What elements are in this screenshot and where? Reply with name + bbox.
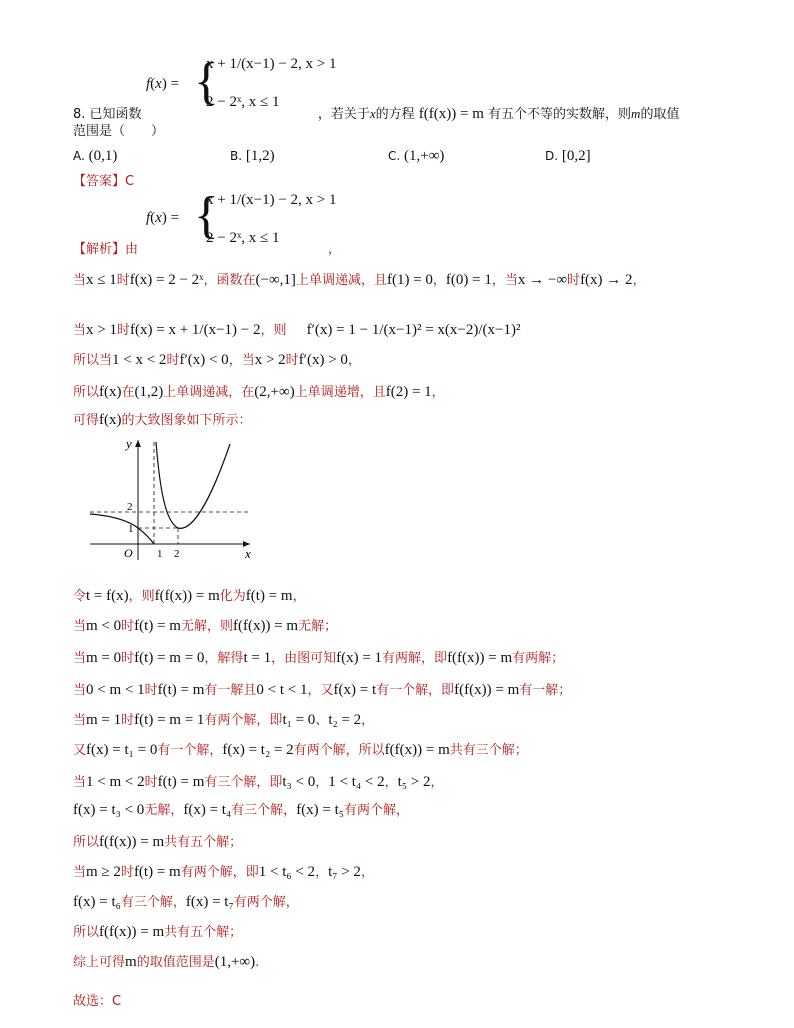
text-segment: 无解； — [298, 619, 338, 634]
math-expr: f(t) = m = 1 — [134, 712, 205, 728]
text-segment: 当 — [73, 683, 87, 698]
text-segment: 有三个解， — [231, 803, 297, 818]
q-fx-lhs: f(x) = — [146, 76, 180, 92]
text-segment: 时 — [144, 775, 158, 790]
text-segment: 当 — [73, 713, 87, 728]
tick-y2: 2 — [127, 501, 133, 513]
text-segment: 时 — [121, 713, 135, 728]
option-d[interactable]: D. [0,2] — [545, 148, 591, 164]
text-segment: ，则 — [128, 589, 155, 604]
math-expr: f(x) = t₇ — [185, 894, 234, 910]
math-expr: f(t) = m = 0 — [134, 650, 205, 666]
text-segment: 的取值范围是 — [136, 955, 215, 970]
q-brace: { — [194, 53, 219, 110]
text-segment: 有两个解，即 — [204, 713, 283, 728]
text-segment: 有两个解，即 — [180, 865, 259, 880]
math-expr: f(x) = t₄ — [183, 802, 232, 818]
y-label: y — [126, 436, 132, 451]
answer: 【答案】C — [73, 174, 135, 189]
a-fx-lhs: f(x) = — [146, 210, 180, 226]
curve-left — [90, 514, 154, 544]
math-expr: m = 0 — [86, 650, 122, 666]
math-expr: f(t) = m — [157, 774, 205, 790]
text-segment: 当 — [73, 775, 87, 790]
text-segment: 时 — [120, 865, 134, 880]
q-case2: 2 − 2ˣ, x ≤ 1 — [206, 94, 280, 110]
math-expr: m < 0 — [86, 618, 122, 634]
text-segment: 有两个解， — [344, 803, 410, 818]
solution-line — [73, 680, 571, 701]
solution-line — [73, 922, 242, 943]
q-number: 8. 已知函数 — [73, 107, 142, 122]
math-expr: t₁ = 0 — [282, 712, 316, 728]
solution-line — [73, 740, 528, 761]
math-expr: f(x) = t — [333, 682, 377, 698]
tick-x1: 1 — [157, 548, 163, 560]
solution-line — [73, 832, 242, 853]
y-axis-arrow — [135, 440, 141, 447]
text-segment: 令 — [73, 589, 87, 604]
solution-line — [73, 862, 374, 883]
text-segment: ， — [361, 713, 375, 728]
a-brace: { — [194, 187, 219, 244]
text-segment: 化为 — [219, 589, 246, 604]
math-expr: f(x) = t₃ < 0 — [73, 802, 145, 818]
math-expr: f(f(x)) = m — [232, 618, 299, 634]
derivative: f′(x) = 1 − 1/(x−1)² = x(x−2)/(x−1)² — [306, 322, 521, 338]
solution-line — [73, 772, 444, 793]
option-a[interactable]: A. (0,1) — [73, 148, 118, 164]
q-line2: 范围是（ ） — [73, 124, 165, 139]
text-segment: 有一个解， — [157, 743, 223, 758]
text-segment: 时 — [144, 683, 158, 698]
text-segment: ， — [384, 775, 398, 790]
math-expr: t₂ = 2 — [328, 712, 362, 728]
math-expr: f(t) = m — [245, 588, 293, 604]
math-expr: m ≥ 2 — [86, 864, 121, 880]
text-segment: 无解， — [144, 803, 184, 818]
text-segment: ， — [292, 589, 306, 604]
text-segment: 综上可得 — [73, 955, 126, 970]
text-segment: 所以 — [73, 835, 100, 850]
text-segment: 无解，则 — [180, 619, 233, 634]
math-expr: f(t) = m — [134, 618, 181, 634]
function-graph — [80, 432, 260, 562]
q-equation: f(f(x)) = m — [418, 106, 484, 122]
text-segment: 有两个解，所以 — [293, 743, 385, 758]
text-segment: ，由图可知 — [271, 651, 337, 666]
math-expr: f(x) = t₅ — [296, 802, 345, 818]
q-line1: 8. 已知函数 ，若关于x的方程 f(f(x)) = m 有五个不等的实数解，则m的取值 — [73, 106, 680, 122]
text-segment: 有两解，即 — [382, 651, 448, 666]
math-expr: f(f(x)) = m — [99, 834, 165, 850]
math-expr: t = f(x) — [86, 588, 129, 604]
text-segment: 有两个解， — [233, 895, 299, 910]
text-segment: ， — [360, 865, 374, 880]
math-expr: f(x) = t₂ = 2 — [222, 742, 294, 758]
a-case2: 2 − 2ˣ, x ≤ 1 — [206, 230, 280, 246]
text-segment: 共有三个解； — [449, 743, 528, 758]
math-expr: f(t) = m — [133, 864, 181, 880]
math-expr: f(f(x)) = m — [154, 588, 220, 604]
text-segment: 有一个解，即 — [376, 683, 455, 698]
text-segment: ， — [315, 865, 329, 880]
math-expr: t = 1 — [243, 650, 272, 666]
math-expr: (1,+∞) — [214, 954, 256, 970]
text-segment: . — [255, 955, 260, 970]
analysis-line4: 所以f(x)在(1,2)上单调递减，在(2,+∞)上单调递增，且f(2) = 1， — [73, 384, 445, 400]
text-segment: 所以 — [73, 925, 100, 940]
text-segment: 、 — [315, 713, 329, 728]
analysis-line3: 所以当1 < x < 2时f′(x) < 0，当x > 2时f′(x) > 0， — [73, 352, 361, 368]
math-expr: t₃ < 0 — [282, 774, 316, 790]
text-segment: ， — [430, 775, 444, 790]
math-expr: f(f(x)) = m — [384, 742, 450, 758]
x-label: x — [245, 546, 251, 561]
text-segment: 有一解； — [519, 683, 572, 698]
text-segment: 有一解且 — [204, 683, 257, 698]
math-expr: f(f(x)) = m — [447, 650, 513, 666]
text-segment: 时 — [121, 651, 135, 666]
text-segment: 有三个解，即 — [204, 775, 283, 790]
text-segment: 有三个解， — [120, 895, 186, 910]
solution-line — [73, 952, 259, 973]
math-expr: 1 < m < 2 — [86, 774, 145, 790]
tick-x2: 2 — [174, 548, 180, 560]
text-segment: 当 — [73, 619, 87, 634]
text-segment: 共有五个解； — [164, 925, 243, 940]
text-segment: 时 — [121, 619, 135, 634]
text-segment: ， — [315, 775, 329, 790]
math-expr: 1 < t₆ < 2 — [258, 864, 316, 880]
option-b[interactable]: B. [1,2) — [230, 148, 275, 164]
math-expr: 0 < t < 1 — [256, 682, 308, 698]
text-segment: 当 — [73, 651, 87, 666]
analysis-line5: 可得f(x)的大致图象如下所示： — [73, 412, 252, 428]
option-c[interactable]: C. (1,+∞) — [388, 148, 445, 164]
math-expr: t₅ > 2 — [397, 774, 431, 790]
solution-line — [73, 616, 337, 637]
math-expr: 1 < t₄ < 2 — [328, 774, 385, 790]
analysis-line1: 当x ≤ 1时f(x) = 2 − 2ˣ，函数在(−∞,1]上单调递减，且f(1) = 0，f(0) = 1，当x → −∞时f(x) → 2， — [73, 272, 646, 288]
origin-label: O — [124, 546, 133, 560]
solution-line — [73, 892, 299, 913]
a-case1: x + 1/(x−1) − 2, x > 1 — [206, 192, 337, 208]
math-expr: f(x) = t₆ — [73, 894, 121, 910]
text-segment: 当 — [73, 865, 87, 880]
text-segment: 又 — [73, 743, 87, 758]
solution-line — [73, 800, 409, 821]
math-expr: f(x) = 1 — [336, 650, 383, 666]
math-expr: 0 < m < 1 — [86, 682, 145, 698]
math-expr: m — [125, 954, 137, 970]
math-expr: t₇ > 2 — [328, 864, 361, 880]
math-expr: m = 1 — [86, 712, 122, 728]
analysis-label: 【解析】由 ， — [73, 242, 342, 257]
solution-line — [73, 586, 306, 607]
curve-right — [156, 442, 230, 528]
solution-line — [73, 710, 374, 731]
math-expr: f(x) = t₁ = 0 — [86, 742, 158, 758]
solution-line — [73, 648, 564, 669]
analysis-line2: 当x > 1时f(x) = x + 1/(x−1) − 2，则 f′(x) = 1 − 1/(x−1)² = x(x−2)/(x−1)² — [73, 322, 521, 338]
final-choice: 故选：C — [73, 994, 122, 1009]
text-segment: 共有五个解； — [164, 835, 243, 850]
text-segment: ，又 — [307, 683, 334, 698]
q-case1: x + 1/(x−1) − 2, x > 1 — [206, 56, 337, 72]
tick-y1: 1 — [128, 523, 134, 535]
text-segment: 有两解； — [512, 651, 565, 666]
math-expr: f(t) = m — [157, 682, 205, 698]
math-expr: f(f(x)) = m — [99, 924, 165, 940]
math-expr: f(f(x)) = m — [454, 682, 520, 698]
text-segment: ，解得 — [204, 651, 244, 666]
